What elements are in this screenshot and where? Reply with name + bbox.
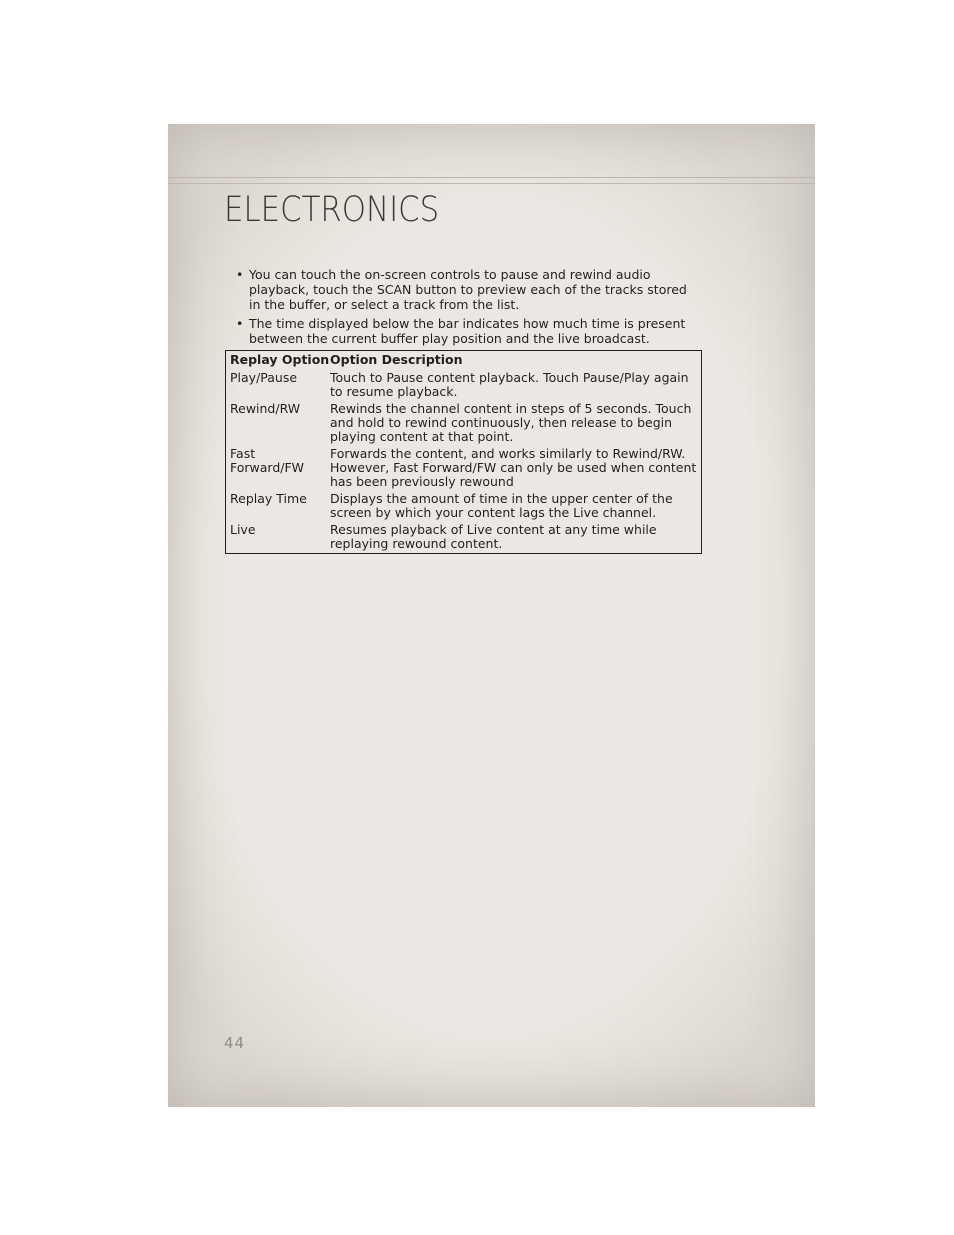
bullet-text: The time displayed below the bar indicates how much time is present between the current buffer play position and the live broadcast. bbox=[249, 316, 686, 346]
bullet-item bbox=[236, 316, 702, 346]
bullet-mark: • bbox=[236, 267, 244, 282]
bullet-list bbox=[236, 267, 702, 350]
replay-options-table bbox=[225, 350, 702, 554]
option-name: Fast Forward/FW bbox=[230, 446, 305, 475]
bullet-item bbox=[236, 267, 702, 312]
option-name: Replay Time bbox=[230, 491, 307, 506]
table-row bbox=[226, 402, 702, 447]
option-name: Rewind/RW bbox=[230, 401, 301, 416]
option-description: Resumes playback of Live content at any time while replaying rewound content. bbox=[330, 522, 657, 551]
option-description: Rewinds the channel content in steps of 5 seconds. Touch and hold to rewind continuously, then release to begin playing content at that point. bbox=[330, 401, 692, 444]
header-option-description: Option Description bbox=[330, 352, 463, 367]
table-header-row bbox=[226, 351, 702, 372]
option-description: Touch to Pause content playback. Touch Pause/Play again to resume playback. bbox=[330, 370, 689, 399]
header-rule-top bbox=[168, 177, 815, 178]
header-rule-bottom bbox=[168, 183, 815, 184]
table-row bbox=[226, 523, 702, 554]
table-row bbox=[226, 371, 702, 402]
option-name: Live bbox=[230, 522, 256, 537]
option-description: Displays the amount of time in the upper center of the screen by which your content lags the Live channel. bbox=[330, 491, 673, 520]
table-row bbox=[226, 447, 702, 492]
option-name: Play/Pause bbox=[230, 370, 298, 385]
bullet-text: You can touch the on-screen controls to pause and rewind audio playback, touch the SCAN button to preview each of the tracks stored in the buffer, or select a track from the list. bbox=[249, 267, 687, 312]
table-row bbox=[226, 492, 702, 523]
option-description: Forwards the content, and works similarly to Rewind/RW. However, Fast Forward/FW can only be used when content has been previously rewound bbox=[330, 446, 697, 489]
section-title: ELECTRONICS bbox=[224, 190, 440, 230]
header-replay-option: Replay Option bbox=[230, 352, 330, 367]
page-number: 44 bbox=[224, 1034, 246, 1052]
bullet-mark: • bbox=[236, 316, 244, 331]
